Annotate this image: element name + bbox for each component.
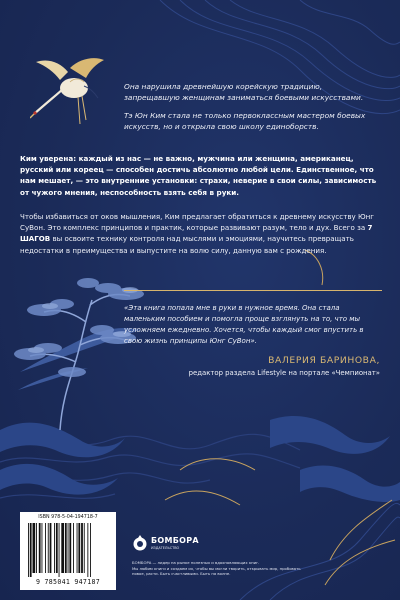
body-paragraph-2-start: Чтобы избавиться от оков мышления, Ким предлагает обратиться к древнему искусству Юнг СуВон. Это комплекс принципов и практик, которые развивают разум, тело и дух. Всего за (20, 212, 374, 233)
gold-divider (124, 290, 382, 291)
crane-illustration (30, 48, 106, 128)
barcode-bars (28, 523, 108, 577)
body-text (20, 211, 382, 256)
bombora-logo-icon (132, 534, 148, 552)
body-paragraph-2 (20, 211, 382, 256)
publisher-name: БОМБОРА (151, 536, 199, 545)
publisher-subtitle: ИЗДАТЕЛЬСТВО (151, 546, 180, 550)
intro-paragraph-1: Она нарушила древнейшую корейскую традицию, запрещавшую женщинам заниматься боевыми искусствами. (124, 82, 364, 103)
publisher-description-line-2: Мы любим книги и создаем их, чтобы вы могли творить, открывать мир, пробовать новое, расти. Быть счастливыми. Быть на волне. (132, 565, 301, 577)
intro-paragraph-2: Тэ Юн Ким стала не только первоклассным мастером боевых искусств, но и открыла свою школу единоборств. (124, 110, 366, 132)
body-paragraph-1: Ким уверена: каждый из нас — не важно, мужчина или женщина, американец, русский или кореец — способен достичь абсолютно любой цели. Единственное, что нам мешает, — это внутренние установки: страхи, неверие в свои силы, зависимость от чужого мнения, неспособность взять себя в руки. (20, 154, 377, 197)
reviewer-role: редактор раздела Lifestyle на портале «Чемпионат» (188, 369, 380, 377)
quote-text: «Эта книга попала мне в руки в нужное время. Она стала маленьким пособием и помогла проще взглянуть на то, что мы усложняем ежедневно. Хочется, чтобы каждый смог впустить в свою жизнь принципы Юнг СуВон». (124, 304, 364, 345)
barcode-digits: 9 785041 947187 (35, 578, 101, 586)
publisher-description (132, 560, 302, 577)
reviewer-name: ВАЛЕРИЯ БАРИНОВА, (268, 355, 380, 366)
intro-text (124, 81, 380, 139)
body-paragraph-2-end: вы освоите технику контроля над мыслями и эмоциями, научитесь превращать недостатки в преимущества и выпустите на волю силу, данную вам с рождения. (20, 234, 354, 255)
review-quote (124, 303, 382, 347)
barcode-box (20, 512, 116, 590)
publisher-logo (132, 534, 199, 554)
body-bold-text (20, 153, 382, 198)
quote-attribution (189, 355, 380, 377)
publisher-description-line-1: БОМБОРА — лидер на рынке полезных и вдохновляющих книг. (132, 560, 260, 565)
isbn-label: ISBN 978-5-04-194718-7 (38, 515, 98, 520)
seven-steps-highlight: 7 ШАГОВ (20, 223, 373, 244)
